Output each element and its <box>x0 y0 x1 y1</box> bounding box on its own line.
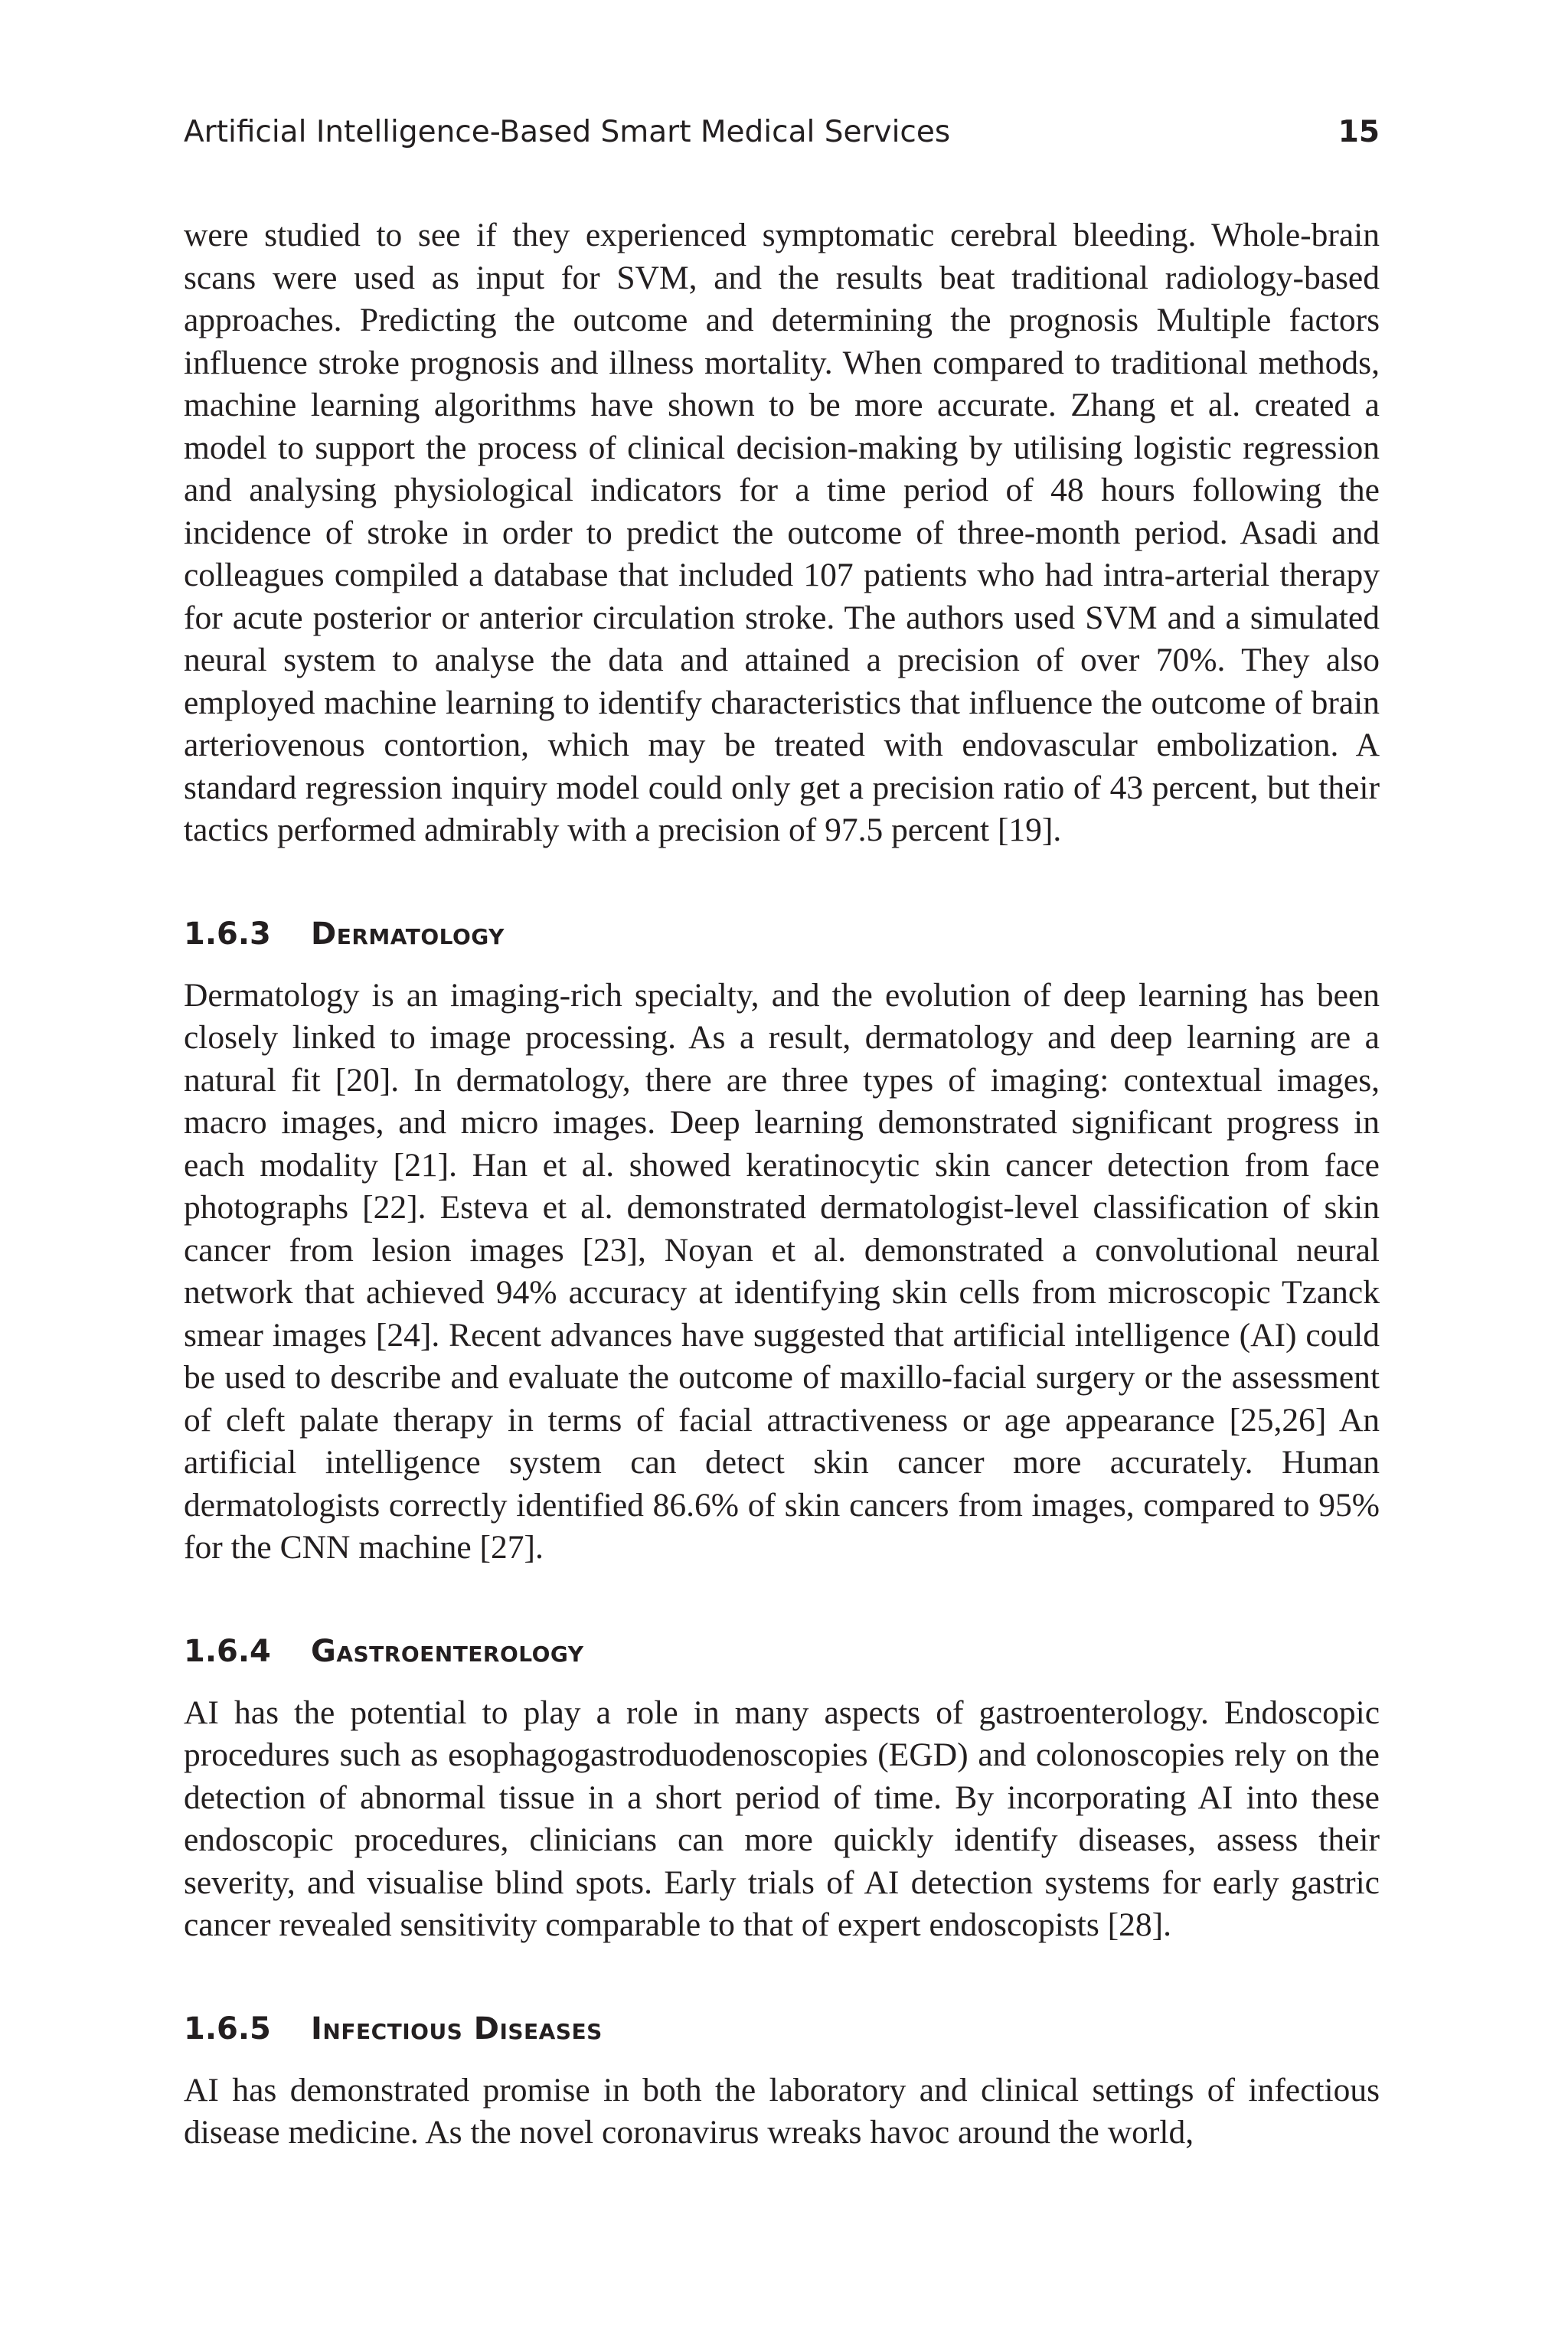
infectious-diseases-paragraph: AI has demonstrated promise in both the laboratory and clinical settings of infectious disease medicine. As the novel coronavirus wreaks havoc around the world, <box>184 2071 1380 2151</box>
book-page <box>184 115 1380 2154</box>
section-number: 1.6.5 <box>184 2011 271 2047</box>
intro-paragraph: were studied to see if they experienced symptomatic cerebral bleeding. Whole-brain scans were used as input for SVM, and the results beat traditional radiology-based approaches. Predicting the outcome and determining the prognosis Multiple factors influence stroke prognosis and illness mortality. When compared to traditional methods, machine learning algorithms have shown to be more accurate. Zhang et al. created a model to support the process of clinical decision-making by utilising logistic regression and analysing physiological indicators for a time period of 48 hours following the incidence of stroke in order to predict the outcome of three-month period. Asadi and colleagues compiled a database that included 107 patients who had intra-arterial therapy for acute posterior or anterior circulation stroke. The authors used SVM and a simulated neural system to analyse the data and attained a precision of over 70%. They also employed machine learning to identify characteristics that influence the outcome of brain arteriovenous contortion, which may be treated with endovascular embolization. A standard regression inquiry model could only get a precision ratio of 43 percent, but their tactics performed admirably with a precision of 97.5 percent [19]. <box>184 217 1380 848</box>
running-header <box>184 115 1380 161</box>
gastroenterology-paragraph: AI has the potential to play a role in many aspects of gastroenterology. Endoscopic procedures such as esophagogastroduodenoscopies (EGD) and colonoscopies rely on the detection of abnormal tissue in a short period of time. By incorporating AI into these endoscopic procedures, clinicians can more quickly identify diseases, assess their severity, and visualise blind spots. Early trials of AI detection systems for early gastric cancer revealed sensitivity comparable to that of expert endoscopists [28]. <box>184 1694 1380 1943</box>
section-title: Dermatology <box>311 916 505 952</box>
section-number: 1.6.3 <box>184 916 271 952</box>
section-title: Infectious Diseases <box>311 2011 603 2047</box>
section-heading-dermatology <box>184 916 1380 952</box>
section-number: 1.6.4 <box>184 1633 271 1669</box>
section-heading-infectious-diseases <box>184 2011 1380 2047</box>
running-title: Artificial Intelligence-Based Smart Medical Services <box>184 115 951 149</box>
section-heading-gastroenterology <box>184 1634 1380 1669</box>
dermatology-paragraph: Dermatology is an imaging-rich specialty, and the evolution of deep learning has been closely linked to image processing. As a result, dermatology and deep learning are a natural fit [20]. In dermatology, there are three types of imaging: contextual images, macro images, and micro images. Deep learning demonstrated significant progress in each modality [21]. Han et al. showed keratinocytic skin cancer detection from face photographs [22]. Esteva et al. demonstrated dermatologist-level classification of skin cancer from lesion images [23], Noyan et al. demonstrated a convolutional neural network that achieved 94% accuracy at identifying skin cells from microscopic Tzanck smear images [24]. Recent advances have suggested that artificial intelligence (AI) could be used to describe and evaluate the outcome of maxillo-facial surgery or the assessment of cleft palate therapy in terms of facial attractiveness or age appearance [25,26] An artificial intelligence system can detect skin cancer more accurately. Human dermatologists correctly identified 86.6% of skin cancers from images, compared to 95% for the CNN machine [27]. <box>184 976 1380 1566</box>
section-title: Gastroenterology <box>311 1633 584 1669</box>
page-number: 15 <box>1338 115 1380 149</box>
